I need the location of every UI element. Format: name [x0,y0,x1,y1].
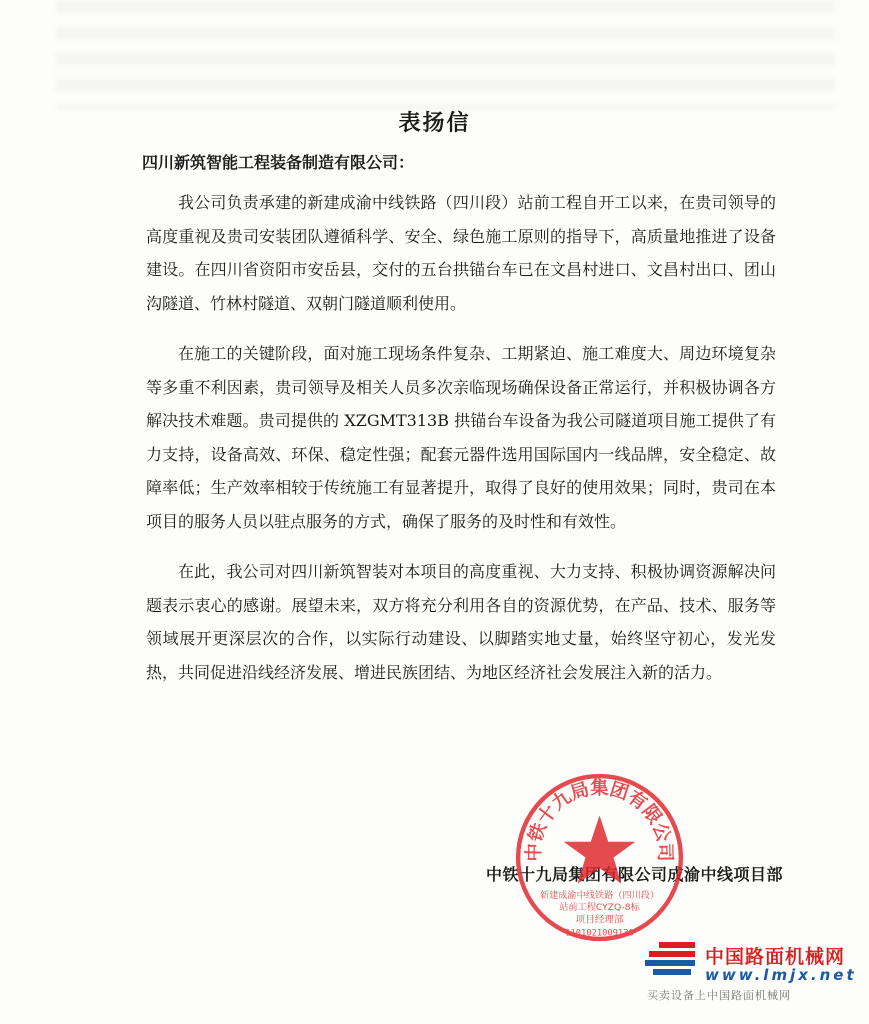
seal-star-icon [564,816,636,884]
letter-paragraph-3: 在此，我公司对四川新筑智装对本项目的高度重视、大力支持、积极协调资源解决问题表示衷心的感谢。展望未来，双方将充分利用各自的资源优势，在产品、技术、服务等领域展开更深层次的合作，以实际行动建设、以脚踏实地丈量，始终坚守初心，发光发热，共同促进沿线经济发展、增进民族团结、为地区经济社会发展注入新的活力。 [146,562,776,682]
letter-body [146,186,776,706]
letter-title: 表扬信 [398,110,471,136]
site-name: 中国路面机械网 [705,946,846,968]
letter-paragraph-2: 在施工的关键阶段，面对施工现场条件复杂、工期紧迫、施工难度大、周边环境复杂等多重不利因素，贵司领导及相关人员多次亲临现场确保设备正常运行，并积极协调各方解决技术难题。贵司提供的 XZGMT313B 拱锚台车设备为我公司隧道项目施工提供了有力支持，设备高效、环保、稳定性强；配套元器件选用国际国内一线品牌，安全稳定、故障率低；生产效率相较于传统施工有显著提升，取得了良好的使用效果；同时，贵司在本项目的服务人员以驻点服务的方式，确保了服务的及时性和有效性。 [146,344,776,531]
letter-greeting: 四川新筑智能工程装备制造有限公司： [142,153,415,172]
seal-inner-line3: 项目经理部 [575,914,624,926]
seal-inner-line2: 站前工程CYZQ-8标 [559,902,640,913]
letter-signature: 中铁十九局集团有限公司成渝中线项目部 [486,865,784,884]
roller-logo-icon [645,940,699,980]
letter-paragraph-1: 我公司负责承建的新建成渝中线铁路（四川段）站前工程自开工以来，在贵司领导的高度重视及贵司安装团队遵循科学、安全、绿色施工原则的指导下，高质量地推进了设备建设。在四川省资阳市安岳县，交付的五台拱锚台车已在文昌村进口、文昌村出口、团山沟隧道、竹林村隧道、双朝门隧道顺利使用。 [146,193,776,313]
site-url: www.lmjx.net [705,966,857,984]
seal-outer-text: 中铁十九局集团有限公司 [523,778,676,862]
site-tagline: 买卖设备上中国路面机械网 [647,989,791,1002]
bleed-through-text [55,0,835,110]
seal-inner-line1: 新建成渝中线铁路（四川段） [539,889,660,901]
seal-number: 1101021009130 [565,928,634,939]
site-watermark-logo [645,940,860,1005]
company-seal [512,770,687,945]
